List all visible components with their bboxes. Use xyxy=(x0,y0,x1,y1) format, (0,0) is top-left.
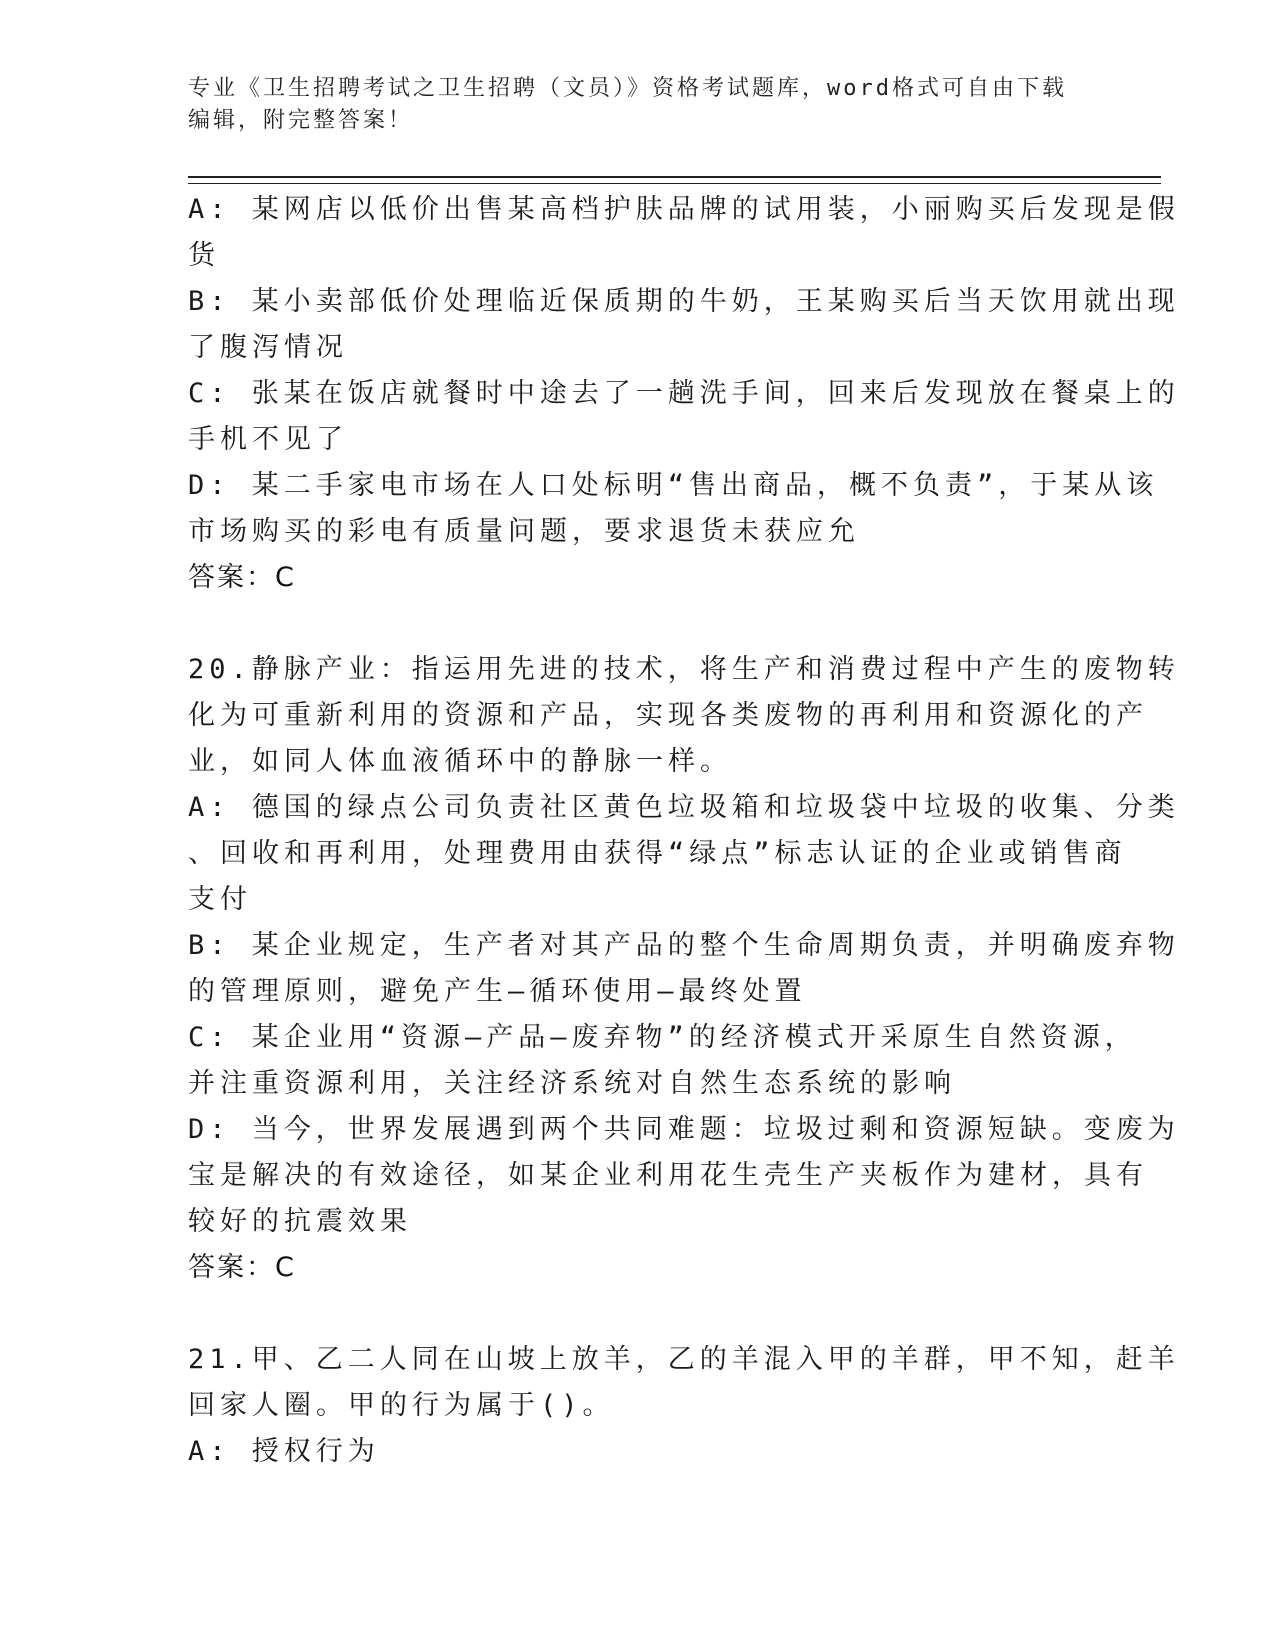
option-line: C: 某企业用“资源—产品—废弃物”的经济模式开采原生自然资源， xyxy=(188,1022,1137,1053)
option-line: D: 某二手家电市场在人口处标明“售出商品，概不负责”，于某从该 xyxy=(188,470,1159,501)
option-line: B: 某小卖部低价处理临近保质期的牛奶，王某购买后当天饮用就出现 xyxy=(188,286,1180,317)
option-line: A: 授权行为 xyxy=(188,1436,380,1467)
header-line-1: 专业《卫生招聘考试之卫生招聘（文员）》资格考试题库，word格式可自由下载 xyxy=(188,76,1067,101)
q19-answer: 答案：C xyxy=(188,562,296,593)
option-line: 支付 xyxy=(188,884,252,915)
option-line: A: 某网店以低价出售某高档护肤品牌的试用装，小丽购买后发现是假 xyxy=(188,194,1180,225)
spacer xyxy=(188,601,1088,647)
stem-line: 21.甲、乙二人同在山坡上放羊，乙的羊混入甲的羊群，甲不知，赶羊 xyxy=(188,1344,1180,1375)
q20-option-d xyxy=(188,1107,1180,1245)
option-line: 宝是解决的有效途径，如某企业利用花生壳生产夹板作为建材，具有 xyxy=(188,1160,1148,1191)
document-header xyxy=(188,73,1068,137)
q20-answer: 答案：C xyxy=(188,1252,296,1283)
option-line: C: 张某在饭店就餐时中途去了一趟洗手间，回来后发现放在餐桌上的 xyxy=(188,378,1180,409)
q20-option-c xyxy=(188,1015,1137,1107)
option-line: D: 当今，世界发展遇到两个共同难题：垃圾过剩和资源短缺。变废为 xyxy=(188,1114,1180,1145)
option-line: 市场购买的彩电有质量问题，要求退货未获应允 xyxy=(188,516,860,547)
q19-option-a xyxy=(188,187,1180,279)
spacer xyxy=(188,1291,1088,1337)
q21-option-a xyxy=(188,1429,1088,1475)
q19-option-d xyxy=(188,463,1159,555)
header-line-2: 编辑，附完整答案！ xyxy=(188,108,414,133)
q19-option-c xyxy=(188,371,1180,463)
q20-option-a xyxy=(188,785,1180,923)
option-line: 较好的抗震效果 xyxy=(188,1206,412,1237)
header-divider xyxy=(188,176,1161,184)
question-content xyxy=(188,187,1180,1475)
option-line: 手机不见了 xyxy=(188,424,348,455)
option-line: 了腹泻情况 xyxy=(188,332,348,363)
stem-line: 回家人圈。甲的行为属于()。 xyxy=(188,1390,615,1421)
option-line: 的管理原则，避免产生—循环使用—最终处置 xyxy=(188,976,807,1007)
stem-line: 化为可重新利用的资源和产品，实现各类废物的再利用和资源化的产 xyxy=(188,700,1148,731)
option-line: 并注重资源利用，关注经济系统对自然生态系统的影响 xyxy=(188,1068,956,1099)
option-line: 、回收和再利用，处理费用由获得“绿点”标志认证的企业或销售商 xyxy=(188,838,1127,869)
q21-stem xyxy=(188,1337,1180,1429)
q20-stem xyxy=(188,647,1180,785)
option-line: 货 xyxy=(188,240,220,271)
option-line: A: 德国的绿点公司负责社区黄色垃圾箱和垃圾袋中垃圾的收集、分类 xyxy=(188,792,1180,823)
q20-option-b xyxy=(188,923,1180,1015)
stem-line: 20.静脉产业：指运用先进的技术，将生产和消费过程中产生的废物转 xyxy=(188,654,1180,685)
stem-line: 业，如同人体血液循环中的静脉一样。 xyxy=(188,746,732,777)
option-line: B: 某企业规定，生产者对其产品的整个生命周期负责，并明确废弃物 xyxy=(188,930,1180,961)
q19-option-b xyxy=(188,279,1180,371)
